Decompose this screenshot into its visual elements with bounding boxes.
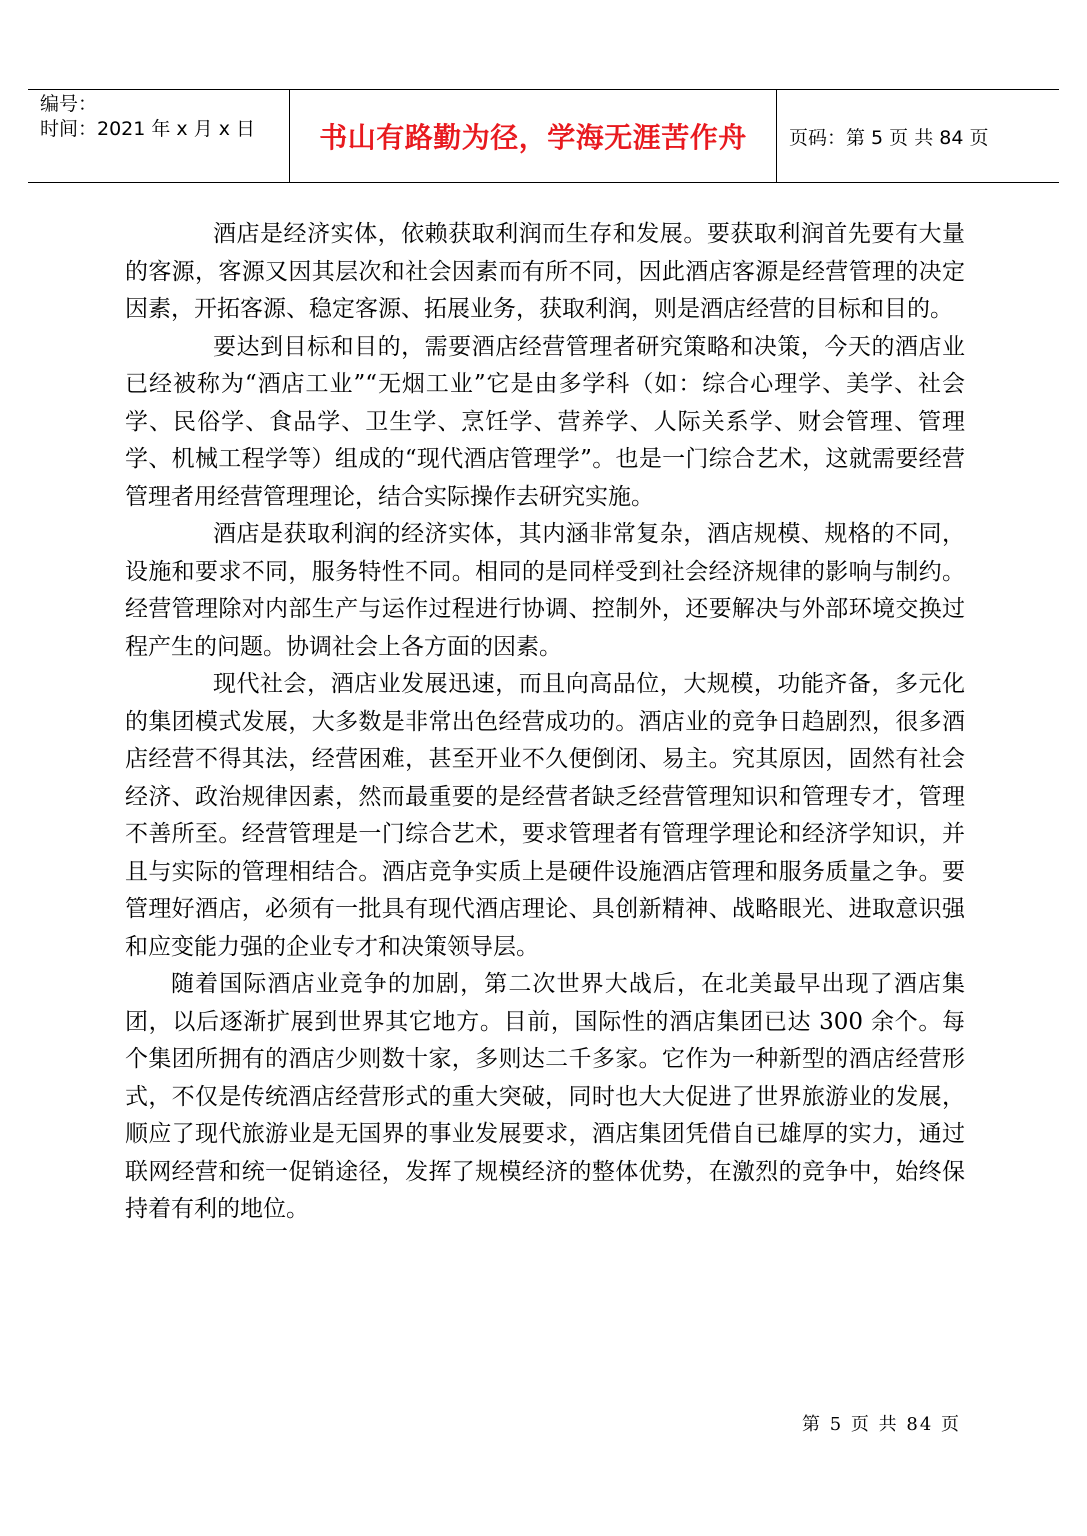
- header-page-info: 页码：第 5 页 共 84 页: [789, 126, 989, 149]
- body-paragraph: 现代社会，酒店业发展迅速，而且向高品位，大规模，功能齐备，多元化的集团模式发展，大多数是非常出色经营成功的。酒店业的竞争日趋剧烈，很多酒店经营不得其法，经营困难，甚至开业不久便倒闭、易主。究其原因，固然有社会经济、政治规律因素，然而最重要的是经营者缺乏经营管理知识和管理专才，管理不善所至。经营管理是一门综合艺术，要求管理者有管理学理论和经济学知识，并且与实际的管理相结合。酒店竞争实质上是硬件设施酒店管理和服务质量之争。要管理好酒店，必须有一批具有现代酒店理论、具创新精神、战略眼光、进取意识强和应变能力强的企业专才和决策领导层。: [125, 671, 965, 960]
- document-number-label: 编号：: [40, 93, 98, 115]
- document-body: [125, 216, 965, 1229]
- body-paragraph: 要达到目标和目的，需要酒店经营管理者研究策略和决策，今天的酒店业已经被称为“酒店工业”“无烟工业”它是由多学科（如：综合心理学、美学、社会学、民俗学、食品学、卫生学、烹饪学、营养学、人际关系学、财会管理、管理学、机械工程学等）组成的“现代酒店管理学”。也是一门综合艺术，这就需要经营管理者用经营管理理论，结合实际操作去研究实施。: [125, 333, 965, 510]
- document-header: [28, 89, 1059, 183]
- header-page-cell: [777, 90, 1059, 182]
- body-paragraph: 酒店是获取利润的经济实体，其内涵非常复杂，酒店规模、规格的不同，设施和要求不同，服务特性不同。相同的是同样受到社会经济规律的影响与制约。经营管理除对内部生产与运作过程进行协调、控制外，还要解决与外部环境交换过程产生的问题。协调社会上各方面的因素。: [125, 521, 965, 660]
- header-motto-cell: [290, 90, 777, 182]
- document-date: 时间：2021 年 x 月 x 日: [40, 118, 256, 140]
- body-paragraph: 随着国际酒店业竞争的加剧，第二次世界大战后，在北美最早出现了酒店集团，以后逐渐扩展到世界其它地方。目前，国际性的酒店集团已达 300 余个。每个集团所拥有的酒店少则数十家，多则达二千多家。它作为一种新型的酒店经营形式，不仅是传统酒店经营形式的重大突破，同时也大大促进了世界旅游业的发展，顺应了现代旅游业是无国界的事业发展要求，酒店集团凭借自已雄厚的实力，通过联网经营和统一促销途径，发挥了规模经济的整体优势，在激烈的竞争中，始终保持着有利的地位。: [125, 971, 965, 1222]
- header-meta-cell: [28, 90, 290, 182]
- page-footer: 第 5 页 共 84 页: [802, 1414, 961, 1435]
- header-motto: 书山有路勤为径，学海无涯苦作舟: [319, 121, 747, 154]
- body-paragraph: 酒店是经济实体，依赖获取利润而生存和发展。要获取利润首先要有大量的客源，客源又因其层次和社会因素而有所不同，因此酒店客源是经营管理的决定因素，开拓客源、稳定客源、拓展业务，获取利润，则是酒店经营的目标和目的。: [125, 221, 965, 322]
